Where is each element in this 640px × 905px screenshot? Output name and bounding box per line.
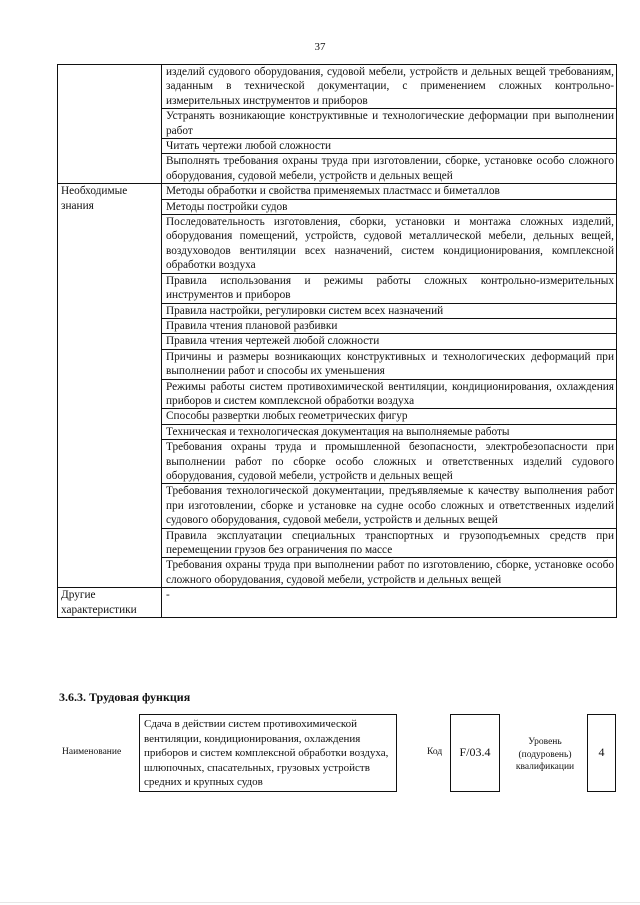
requirement-cell: Техническая и технологическая документация на выполняемые работы — [162, 424, 617, 439]
function-code: F/03.4 — [450, 714, 500, 792]
requirement-cell: Правила настройки, регулировки систем всех назначений — [162, 303, 617, 318]
requirement-cell: Методы постройки судов — [162, 199, 617, 214]
knowledge-table — [57, 64, 617, 618]
requirement-cell: изделий судового оборудования, судовой мебели, устройств и дельных вещей требованиям, заданным в технической документации, с применением сложных контрольно-измерительных инструментов и приборов — [162, 65, 617, 109]
requirement-cell: Методы обработки и свойства применяемых пластмасс и биметаллов — [162, 184, 617, 199]
requirement-cell: Способы развертки любых геометрических фигур — [162, 409, 617, 424]
level-label: Уровень (подуровень) квалификации — [515, 737, 575, 772]
requirement-cell: Режимы работы систем противохимической вентиляции, кондиционирования, охлаждения приборов и систем комплексной обработки воздуха — [162, 379, 617, 409]
requirement-cell: Требования охраны труда при выполнении работ по изготовлению, сборке, установке особо сложного оборудования, судовой мебели, устройств и дельных вещей — [162, 558, 617, 588]
section-title: 3.6.3. Трудовая функция — [59, 690, 191, 704]
requirement-cell: Правила чтения чертежей любой сложности — [162, 334, 617, 349]
requirement-cell: Требования технологической документации, предъявляемые к качеству выполнения работ при изготовлении, сборке и установке на судне особо сложных и ответственных изделий судового оборудования, судовой мебели, устройств и дельных вещей — [162, 484, 617, 528]
requirement-cell: Требования охраны труда и промышленной безопасности, электробезопасности при выполнении работ по сборке особо сложных и ответственных изделий судового оборудования, судовой мебели, устройств и дельных вещей — [162, 440, 617, 484]
name-label: Наименование — [62, 747, 122, 757]
function-name: Сдача в действии систем противохимической вентиляции, кондиционирования, охлаждения приборов и систем комплексной обработки воздуха, шлюпочных, спасательных, грузовых устройств средних и крупных судов — [139, 714, 397, 792]
page-bottom-divider — [0, 902, 640, 903]
table-row — [58, 588, 617, 618]
requirement-cell: Причины и размеры возникающих конструктивных и технологических деформаций при выполнении работ и способы их уменьшения — [162, 349, 617, 379]
requirement-cell: Правила эксплуатации специальных транспортных и грузоподъемных средств при перемещении грузов без ограничения по массе — [162, 528, 617, 558]
requirement-cell: Последовательность изготовления, сборки, установки и монтажа сложных изделий, оборудования помещений, устройств, судовой металлической мебели, дельных вещей, воздуховодов вентиляции всех назначений, систем кондиционирования, комплексной обработки воздуха — [162, 215, 617, 274]
requirement-cell: Правила чтения плановой разбивки — [162, 318, 617, 333]
table-row — [58, 65, 617, 109]
qualification-level: 4 — [587, 714, 616, 792]
category-cell-skills — [58, 65, 162, 184]
function-header — [0, 714, 640, 794]
requirement-cell: Устранять возникающие конструктивные и технологические деформации при выполнении работ — [162, 109, 617, 139]
code-label: Код — [427, 747, 443, 757]
category-cell-knowledge: Необходимые знания — [58, 184, 162, 588]
table-row — [58, 184, 617, 199]
page-number: 37 — [314, 41, 326, 53]
requirement-cell: - — [162, 588, 617, 618]
requirement-cell: Выполнять требования охраны труда при изготовлении, сборке, установке особо сложного оборудования, судовой мебели, устройств и дельных вещей — [162, 154, 617, 184]
requirement-cell: Читать чертежи любой сложности — [162, 139, 617, 154]
requirement-cell: Правила использования и режимы работы сложных контрольно-измерительных инструментов и приборов — [162, 273, 617, 303]
category-cell-other: Другие характеристики — [58, 588, 162, 618]
